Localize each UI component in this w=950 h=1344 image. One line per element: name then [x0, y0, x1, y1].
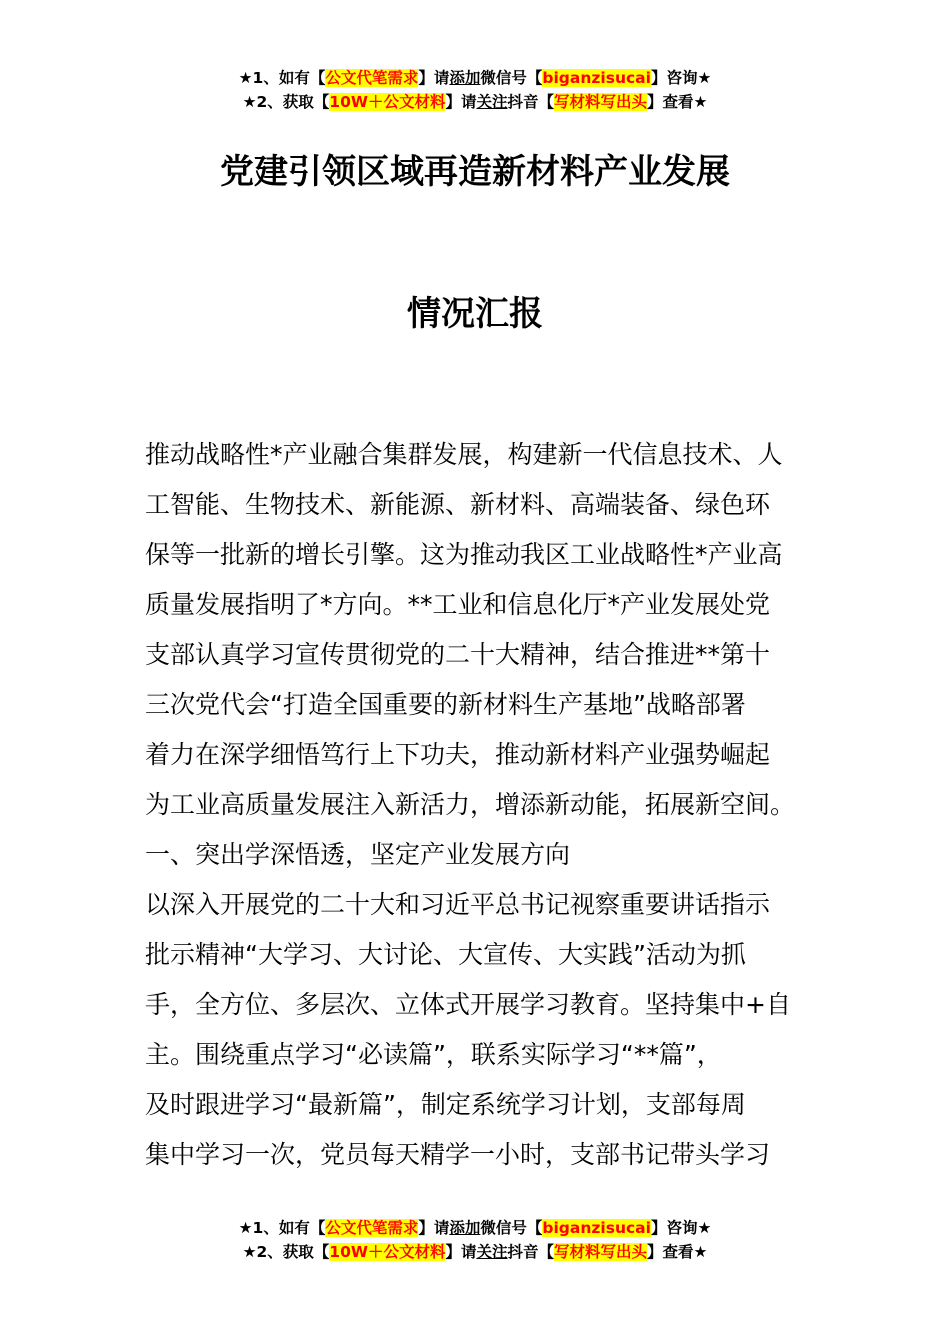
- highlight-text: 公文代笔需求: [325, 1219, 419, 1237]
- banner-text: 】请: [445, 1243, 477, 1261]
- banner-text: 1、如有【: [252, 69, 326, 87]
- document-body: [145, 430, 810, 1180]
- banner-line-1: [0, 66, 950, 90]
- banner-text: 】咨询★: [650, 1219, 712, 1237]
- banner-text: 】请: [418, 69, 450, 87]
- highlight-text: biganzisucai: [542, 69, 651, 87]
- star-icon: ★: [238, 1219, 253, 1237]
- document-title-line-1: 党建引领区域再造新材料产业发展: [220, 152, 730, 192]
- body-line: 为工业高质量发展注入新活力，增添新动能，拓展新空间。: [145, 790, 796, 819]
- highlight-text: 写材料写出头: [554, 93, 648, 111]
- banner-text: 抖音【: [507, 1243, 554, 1261]
- banner-text: 抖音【: [507, 93, 554, 111]
- banner-line-2: [0, 1240, 950, 1264]
- header-banner: [0, 66, 950, 114]
- body-line: 保等一批新的增长引擎。这为推动我区工业战略性*产业高: [145, 540, 783, 569]
- body-line: 及时跟进学习“最新篇”，制定系统学习计划，支部每周: [145, 1090, 746, 1119]
- body-line: 质量发展指明了*方向。**工业和信息化厅*产业发展处党: [145, 590, 771, 619]
- underlined-text: 添加: [449, 69, 481, 87]
- body-line: 集中学习一次，党员每天精学一小时，支部书记带头学习: [145, 1140, 771, 1169]
- underlined-text: 关注: [476, 93, 508, 111]
- body-line: 手，全方位、多层次、立体式开展学习教育。坚持集中+自: [145, 990, 791, 1019]
- body-line: 主。围绕重点学习“必读篇”，联系实际学习“**篇”，: [145, 1040, 722, 1069]
- banner-text: 】查看★: [647, 1243, 708, 1261]
- banner-text: 1、如有【: [252, 1219, 326, 1237]
- banner-text: 】查看★: [647, 93, 708, 111]
- star-icon: ★: [238, 69, 253, 87]
- banner-line-2: [0, 90, 950, 114]
- highlight-text: 公文代笔需求: [325, 69, 419, 87]
- highlight-text: 写材料写出头: [554, 1243, 648, 1261]
- highlight-text: 10W＋公文材料: [329, 1243, 446, 1261]
- star-icon: ★: [242, 93, 257, 111]
- banner-text: 】请: [418, 1219, 450, 1237]
- document-title-line-2: 情况汇报: [407, 294, 543, 334]
- footer-banner: [0, 1216, 950, 1264]
- body-line: 三次党代会“打造全国重要的新材料生产基地”战略部署: [145, 690, 746, 719]
- body-line: 以深入开展党的二十大和习近平总书记视察重要讲话指示: [145, 890, 771, 919]
- banner-text: 微信号【: [480, 1219, 543, 1237]
- banner-text: 】咨询★: [650, 69, 712, 87]
- highlight-text: 10W＋公文材料: [329, 93, 446, 111]
- banner-text: 2、获取【: [256, 93, 330, 111]
- banner-text: 】请: [445, 93, 477, 111]
- body-line: 支部认真学习宣传贯彻党的二十大精神，结合推进**第十: [145, 640, 771, 669]
- body-line: 批示精神“大学习、大讨论、大宣传、大实践”活动为抓: [145, 940, 746, 969]
- star-icon: ★: [242, 1243, 257, 1261]
- body-line: 推动战略性*产业融合集群发展，构建新一代信息技术、人: [145, 440, 783, 469]
- highlight-text: biganzisucai: [542, 1219, 651, 1237]
- banner-text: 2、获取【: [256, 1243, 330, 1261]
- underlined-text: 添加: [449, 1219, 481, 1237]
- body-line: 工智能、生物技术、新能源、新材料、高端装备、绿色环: [145, 490, 771, 519]
- body-line: 着力在深学细悟笃行上下功夫，推动新材料产业强势崛起: [145, 740, 771, 769]
- section-heading: 一、突出学深悟透，坚定产业发展方向: [145, 840, 571, 869]
- banner-text: 微信号【: [480, 69, 543, 87]
- banner-line-1: [0, 1216, 950, 1240]
- underlined-text: 关注: [476, 1243, 508, 1261]
